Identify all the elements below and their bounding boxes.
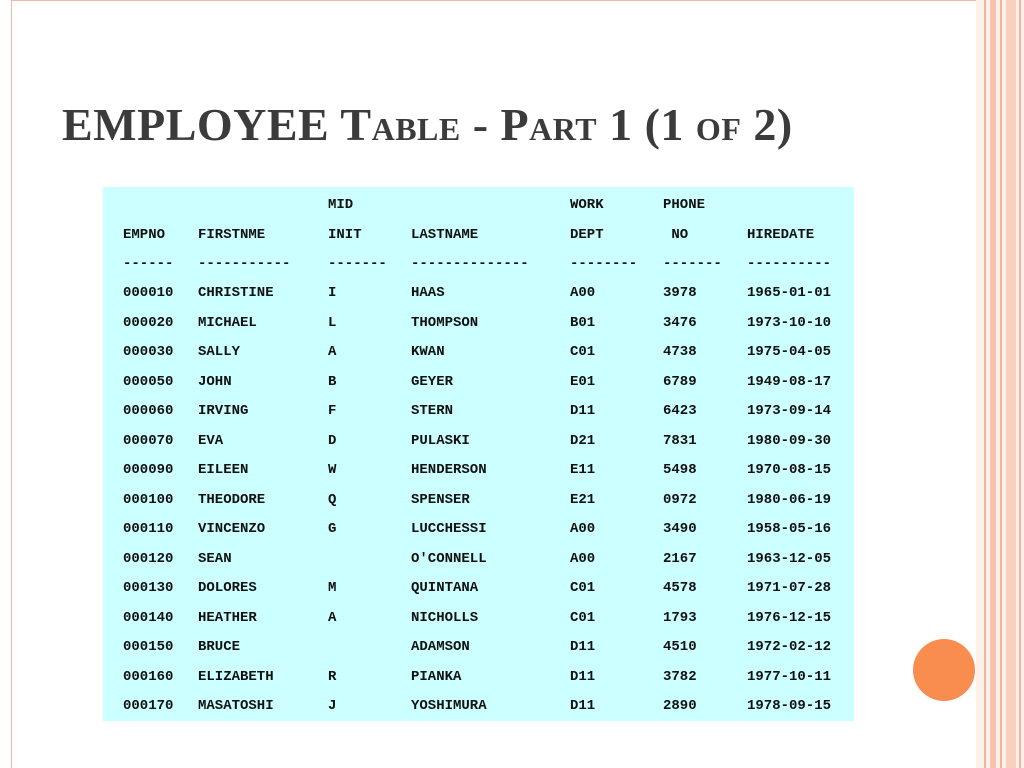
cell-workdept: B01: [570, 314, 596, 331]
header-phoneno: NO: [663, 227, 689, 243]
cell-phoneno: 3476: [663, 314, 697, 331]
cell-lastname: SPENSER: [411, 491, 470, 508]
cell-workdept: D11: [570, 668, 596, 685]
cell-firstname: SALLY: [198, 344, 241, 360]
cell-midinit: A: [328, 344, 337, 360]
header-workdept-top: WORK: [570, 197, 604, 213]
cell-hiredate: 1977-10-11: [747, 668, 832, 685]
header-firstname: FIRSTNME: [198, 227, 266, 243]
cell-empno: 000010: [123, 285, 174, 301]
cell-empno: 000150: [123, 639, 174, 655]
cell-empno: 000070: [123, 432, 174, 449]
cell-firstname: BRUCE: [198, 639, 241, 655]
header-hiredate: HIREDATE: [747, 227, 815, 243]
left-border-line: [0, 0, 12, 768]
cell-firstname: DOLORES: [198, 580, 257, 596]
cell-empno: 000170: [123, 698, 174, 714]
cell-hiredate: 1971-07-28: [747, 580, 832, 596]
header-lastname: LASTNAME: [411, 227, 479, 243]
cell-phoneno: 4578: [663, 580, 697, 596]
cell-hiredate: 1975-04-05: [747, 344, 832, 360]
cell-lastname: STERN: [411, 403, 454, 419]
cell-hiredate: 1980-09-30: [747, 432, 832, 449]
cell-empno: 000020: [123, 314, 174, 331]
cell-phoneno: 3978: [663, 285, 697, 301]
cell-firstname: MASATOSHI: [198, 698, 274, 714]
cell-empno: 000130: [123, 580, 174, 596]
cell-workdept: A00: [570, 550, 596, 567]
header-divider-phoneno: -------: [663, 256, 722, 272]
cell-phoneno: 4738: [663, 344, 697, 360]
cell-hiredate: 1949-08-17: [747, 373, 832, 390]
cell-empno: 000140: [123, 609, 174, 626]
cell-lastname: ADAMSON: [411, 639, 470, 655]
cell-phoneno: 6789: [663, 373, 697, 390]
cell-midinit: A: [328, 609, 337, 626]
cell-firstname: SEAN: [198, 550, 232, 567]
cell-lastname: HAAS: [411, 285, 445, 301]
cell-phoneno: 5498: [663, 462, 697, 478]
cell-lastname: QUINTANA: [411, 580, 479, 596]
cell-workdept: C01: [570, 580, 596, 596]
cell-phoneno: 4510: [663, 639, 697, 655]
slide-title: EMPLOYEE Table - Part 1 (1 of 2): [62, 99, 793, 150]
cell-midinit: G: [328, 521, 337, 537]
orange-circle-decoration: [913, 639, 975, 701]
cell-hiredate: 1973-09-14: [747, 403, 832, 419]
cell-empno: 000030: [123, 344, 174, 360]
cell-hiredate: 1980-06-19: [747, 491, 832, 508]
cell-empno: 000120: [123, 550, 174, 567]
cell-hiredate: 1958-05-16: [747, 521, 832, 537]
cell-midinit: B: [328, 373, 337, 390]
cell-hiredate: 1965-01-01: [747, 285, 832, 301]
cell-workdept: E11: [570, 462, 596, 478]
cell-phoneno: 2167: [663, 550, 697, 567]
cell-empno: 000050: [123, 373, 174, 390]
right-decorative-stripes: [976, 0, 1024, 768]
cell-hiredate: 1972-02-12: [747, 639, 832, 655]
cell-workdept: D11: [570, 698, 596, 714]
cell-workdept: A00: [570, 521, 596, 537]
cell-workdept: C01: [570, 609, 596, 626]
cell-hiredate: 1978-09-15: [747, 698, 832, 714]
cell-empno: 000110: [123, 521, 174, 537]
cell-hiredate: 1976-12-15: [747, 609, 832, 626]
cell-phoneno: 6423: [663, 403, 697, 419]
employee-table: [103, 187, 854, 721]
cell-lastname: HENDERSON: [411, 462, 487, 478]
cell-empno: 000100: [123, 491, 174, 508]
cell-firstname: CHRISTINE: [198, 285, 274, 301]
header-midinit-top: MID: [328, 197, 354, 213]
cell-workdept: A00: [570, 285, 596, 301]
cell-midinit: D: [328, 432, 337, 449]
cell-workdept: D11: [570, 403, 596, 419]
cell-lastname: O'CONNELL: [411, 550, 487, 567]
header-divider-hiredate: ----------: [747, 256, 832, 272]
cell-workdept: E21: [570, 491, 596, 508]
cell-phoneno: 7831: [663, 432, 697, 449]
cell-firstname: THEODORE: [198, 491, 266, 508]
cell-lastname: LUCCHESSI: [411, 521, 487, 537]
cell-lastname: KWAN: [411, 344, 445, 360]
cell-phoneno: 1793: [663, 609, 697, 626]
cell-midinit: Q: [328, 491, 337, 508]
cell-firstname: HEATHER: [198, 609, 257, 626]
header-empno: EMPNO: [123, 227, 166, 243]
cell-lastname: YOSHIMURA: [411, 698, 487, 714]
cell-firstname: MICHAEL: [198, 314, 257, 331]
cell-phoneno: 0972: [663, 491, 697, 508]
cell-lastname: GEYER: [411, 373, 454, 390]
cell-workdept: C01: [570, 344, 596, 360]
cell-empno: 000060: [123, 403, 174, 419]
cell-workdept: D11: [570, 639, 596, 655]
cell-midinit: I: [328, 285, 337, 301]
cell-workdept: E01: [570, 373, 596, 390]
cell-lastname: THOMPSON: [411, 314, 479, 331]
cell-firstname: IRVING: [198, 403, 249, 419]
cell-hiredate: 1963-12-05: [747, 550, 832, 567]
header-divider-firstname: -----------: [198, 256, 291, 272]
cell-firstname: ELIZABETH: [198, 668, 274, 685]
top-border-line: [11, 0, 977, 1]
header-midinit: INIT: [328, 227, 362, 243]
header-divider-empno: ------: [123, 256, 174, 272]
cell-midinit: L: [328, 314, 337, 331]
cell-midinit: J: [328, 698, 337, 714]
cell-lastname: PIANKA: [411, 668, 462, 685]
header-divider-lastname: --------------: [411, 256, 529, 272]
cell-hiredate: 1970-08-15: [747, 462, 832, 478]
cell-lastname: NICHOLLS: [411, 609, 479, 626]
header-phoneno-top: PHONE: [663, 197, 706, 213]
cell-firstname: JOHN: [198, 373, 232, 390]
cell-midinit: R: [328, 668, 337, 685]
header-workdept: DEPT: [570, 227, 604, 243]
cell-phoneno: 2890: [663, 698, 697, 714]
cell-lastname: PULASKI: [411, 432, 470, 449]
cell-phoneno: 3782: [663, 668, 697, 685]
cell-midinit: W: [328, 462, 337, 478]
cell-firstname: VINCENZO: [198, 521, 266, 537]
cell-midinit: M: [328, 580, 337, 596]
cell-empno: 000090: [123, 462, 174, 478]
header-divider-midinit: -------: [328, 256, 387, 272]
cell-firstname: EILEEN: [198, 462, 249, 478]
cell-empno: 000160: [123, 668, 174, 685]
cell-workdept: D21: [570, 432, 596, 449]
cell-midinit: F: [328, 403, 337, 419]
cell-hiredate: 1973-10-10: [747, 314, 832, 331]
cell-phoneno: 3490: [663, 521, 697, 537]
cell-firstname: EVA: [198, 432, 224, 449]
header-divider-workdept: --------: [570, 256, 638, 272]
